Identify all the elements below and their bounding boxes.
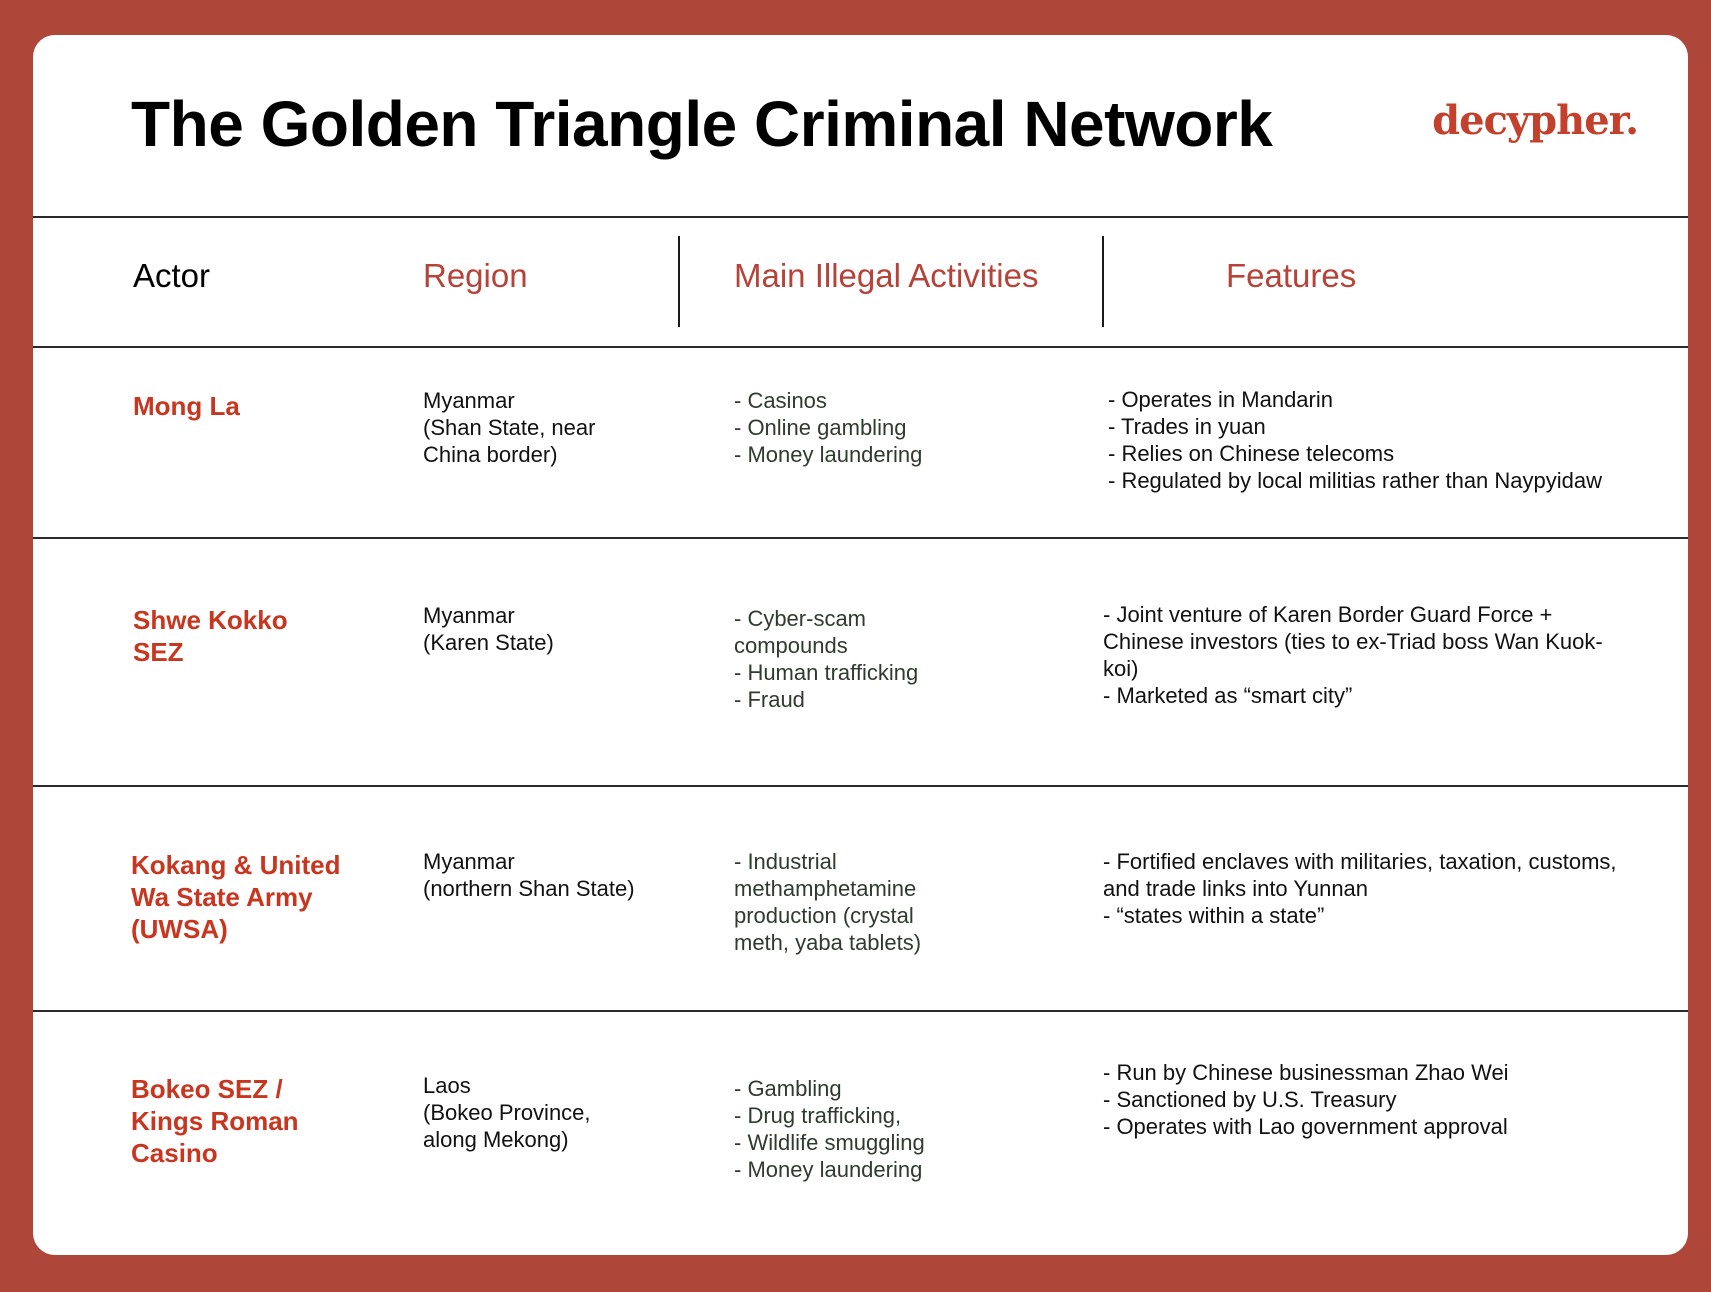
actor-name: Shwe Kokko SEZ (133, 605, 288, 667)
column-header-activities: Main Illegal Activities (734, 257, 1039, 294)
activities-cell: - Casinos - Online gambling - Money laundering (734, 388, 923, 467)
actor-name: Kokang & United Wa State Army (UWSA) (131, 850, 341, 944)
activities-cell: - Industrial methamphetamine production (crystal meth, yaba tablets) (734, 849, 922, 955)
actor-name: Mong La (133, 391, 240, 421)
row-divider (33, 785, 1688, 787)
row-divider (33, 1010, 1688, 1012)
column-divider (678, 236, 680, 327)
page-title: The Golden Triangle Criminal Network (131, 88, 1273, 160)
region-cell: Laos (Bokeo Province, along Mekong) (423, 1073, 591, 1152)
column-header-actor: Actor (133, 257, 211, 294)
actor-name: Bokeo SEZ / Kings Roman Casino (131, 1074, 299, 1168)
brand-logo: decypher. (1432, 97, 1638, 144)
infographic-card (33, 35, 1688, 1255)
header-divider-bottom (33, 346, 1688, 348)
region-cell: Myanmar (northern Shan State) (423, 849, 635, 901)
row-divider (33, 537, 1688, 539)
region-cell: Myanmar (Shan State, near China border) (423, 388, 596, 467)
features-cell: - Run by Chinese businessman Zhao Wei - Sanctioned by U.S. Treasury - Operates with Lao government approval (1103, 1060, 1509, 1139)
features-cell: - Fortified enclaves with militaries, taxation, customs, and trade links into Yunnan - “states within a state” (1103, 849, 1617, 928)
column-header-features: Features (1226, 257, 1357, 294)
column-header-region: Region (423, 257, 528, 294)
header-divider-top (33, 216, 1688, 218)
region-cell: Myanmar (Karen State) (423, 603, 554, 655)
activities-cell: - Gambling - Drug trafficking, - Wildlife smuggling - Money laundering (734, 1076, 925, 1182)
column-divider (1102, 236, 1104, 327)
activities-cell: - Cyber-scam compounds - Human trafficking - Fraud (734, 606, 919, 712)
features-cell: - Joint venture of Karen Border Guard Force + Chinese investors (ties to ex-Triad boss Wan Kuok- koi) - Marketed as “smart city” (1103, 602, 1603, 708)
features-cell: - Operates in Mandarin - Trades in yuan - Relies on Chinese telecoms - Regulated by local militias rather than Naypyidaw (1108, 387, 1603, 493)
